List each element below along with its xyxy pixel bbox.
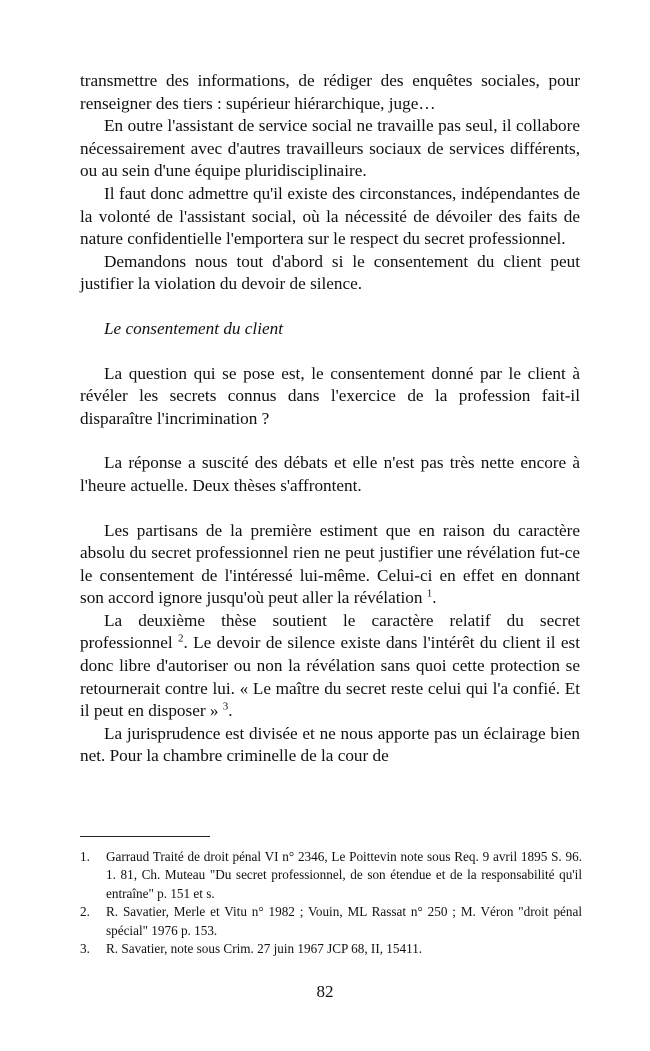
- footnote-number: 1.: [80, 849, 90, 864]
- footnote-text: Garraud Traité de droit pénal VI n° 2346, Le Poittevin note sous Req. 9 avril 1895 S. 96. 1. 81, Ch. Muteau "Du secret professionnel, de son étendue et de la responsabilité qu'il entraîne" p. 151 et s.: [106, 849, 582, 901]
- footnote-number: 2.: [80, 904, 90, 920]
- paragraph-5: La question qui se pose est, le consentement donné par le client à révéler les secrets connus dans l'exercice de la profession fait-il disparaître l'incrimination ?: [80, 363, 580, 428]
- footnote-number: 3.: [80, 941, 90, 957]
- footnote-divider: [80, 836, 210, 837]
- footnote: [80, 903, 582, 940]
- paragraph-9: La jurisprudence est divisée et ne nous apporte pas un éclairage bien net. Pour la chambre criminelle de la cour de: [80, 723, 580, 766]
- footnote-text: R. Savatier, note sous Crim. 27 juin 1967 JCP 68, II, 15411.: [106, 941, 423, 957]
- footnote: [80, 848, 582, 903]
- paragraph-7-text: Les partisans de la première estiment que en raison du caractère absolu du secret professionnel rien ne peut justifier une révélation fut-ce le consentement de l'intéressé lui-même. Celui-ci en effet en donnant son accord ignore jusqu'où peut aller la révélation: [80, 520, 580, 608]
- paragraph-8-text-a: La deuxième thèse soutient le caractère relatif du secret professionnel: [80, 610, 580, 653]
- paragraph-8-end: .: [228, 701, 233, 721]
- body-text: [80, 70, 580, 768]
- section-heading: Le consentement du client: [104, 318, 283, 338]
- footnote-ref-3: 3: [222, 700, 229, 713]
- paragraph-3: Il faut donc admettre qu'il existe des circonstances, indépendantes de la volonté de l'assistant social, où la nécessité de dévoiler des faits de nature confidentielle l'emportera sur le respect du secret professionnel.: [80, 183, 580, 249]
- footnotes-list: [80, 848, 582, 958]
- footnote: [80, 940, 582, 958]
- paragraph-8: [80, 610, 580, 723]
- page-number: 82: [316, 982, 334, 1001]
- paragraph-2: En outre l'assistant de service social ne travaille pas seul, il collabore nécessairement avec d'autres travailleurs sociaux de services différents, ou au sein d'une équipe pluridisciplinaire.: [80, 116, 580, 181]
- paragraph-1: transmettre des informations, de rédiger des enquêtes sociales, pour renseigner des tiers : supérieur hiérarchique, juge…: [80, 71, 580, 113]
- paragraph-8-text-b: . Le devoir de silence existe dans l'intérêt du client il est donc libre d'autoriser ou non la révélation sans quoi cette protection se retournerait contre lui. « Le maître du secret reste celui qui l'a confié. Et il peut en disposer »: [80, 633, 580, 721]
- paragraph-7-end: .: [432, 588, 437, 608]
- paragraph-7: [80, 520, 580, 610]
- footnote-ref-2: 2: [177, 632, 184, 645]
- footnote-text: R. Savatier, Merle et Vitu n° 1982 ; Vouin, ML Rassat n° 250 ; M. Véron "droit pénal spécial" 1976 p. 153.: [106, 904, 582, 938]
- paragraph-4: Demandons nous tout d'abord si le consentement du client peut justifier la violation du devoir de silence.: [80, 251, 580, 294]
- footnote-ref-1: 1: [426, 587, 433, 600]
- paragraph-6: La réponse a suscité des débats et elle n'est pas très nette encore à l'heure actuelle. Deux thèses s'affrontent.: [80, 453, 580, 495]
